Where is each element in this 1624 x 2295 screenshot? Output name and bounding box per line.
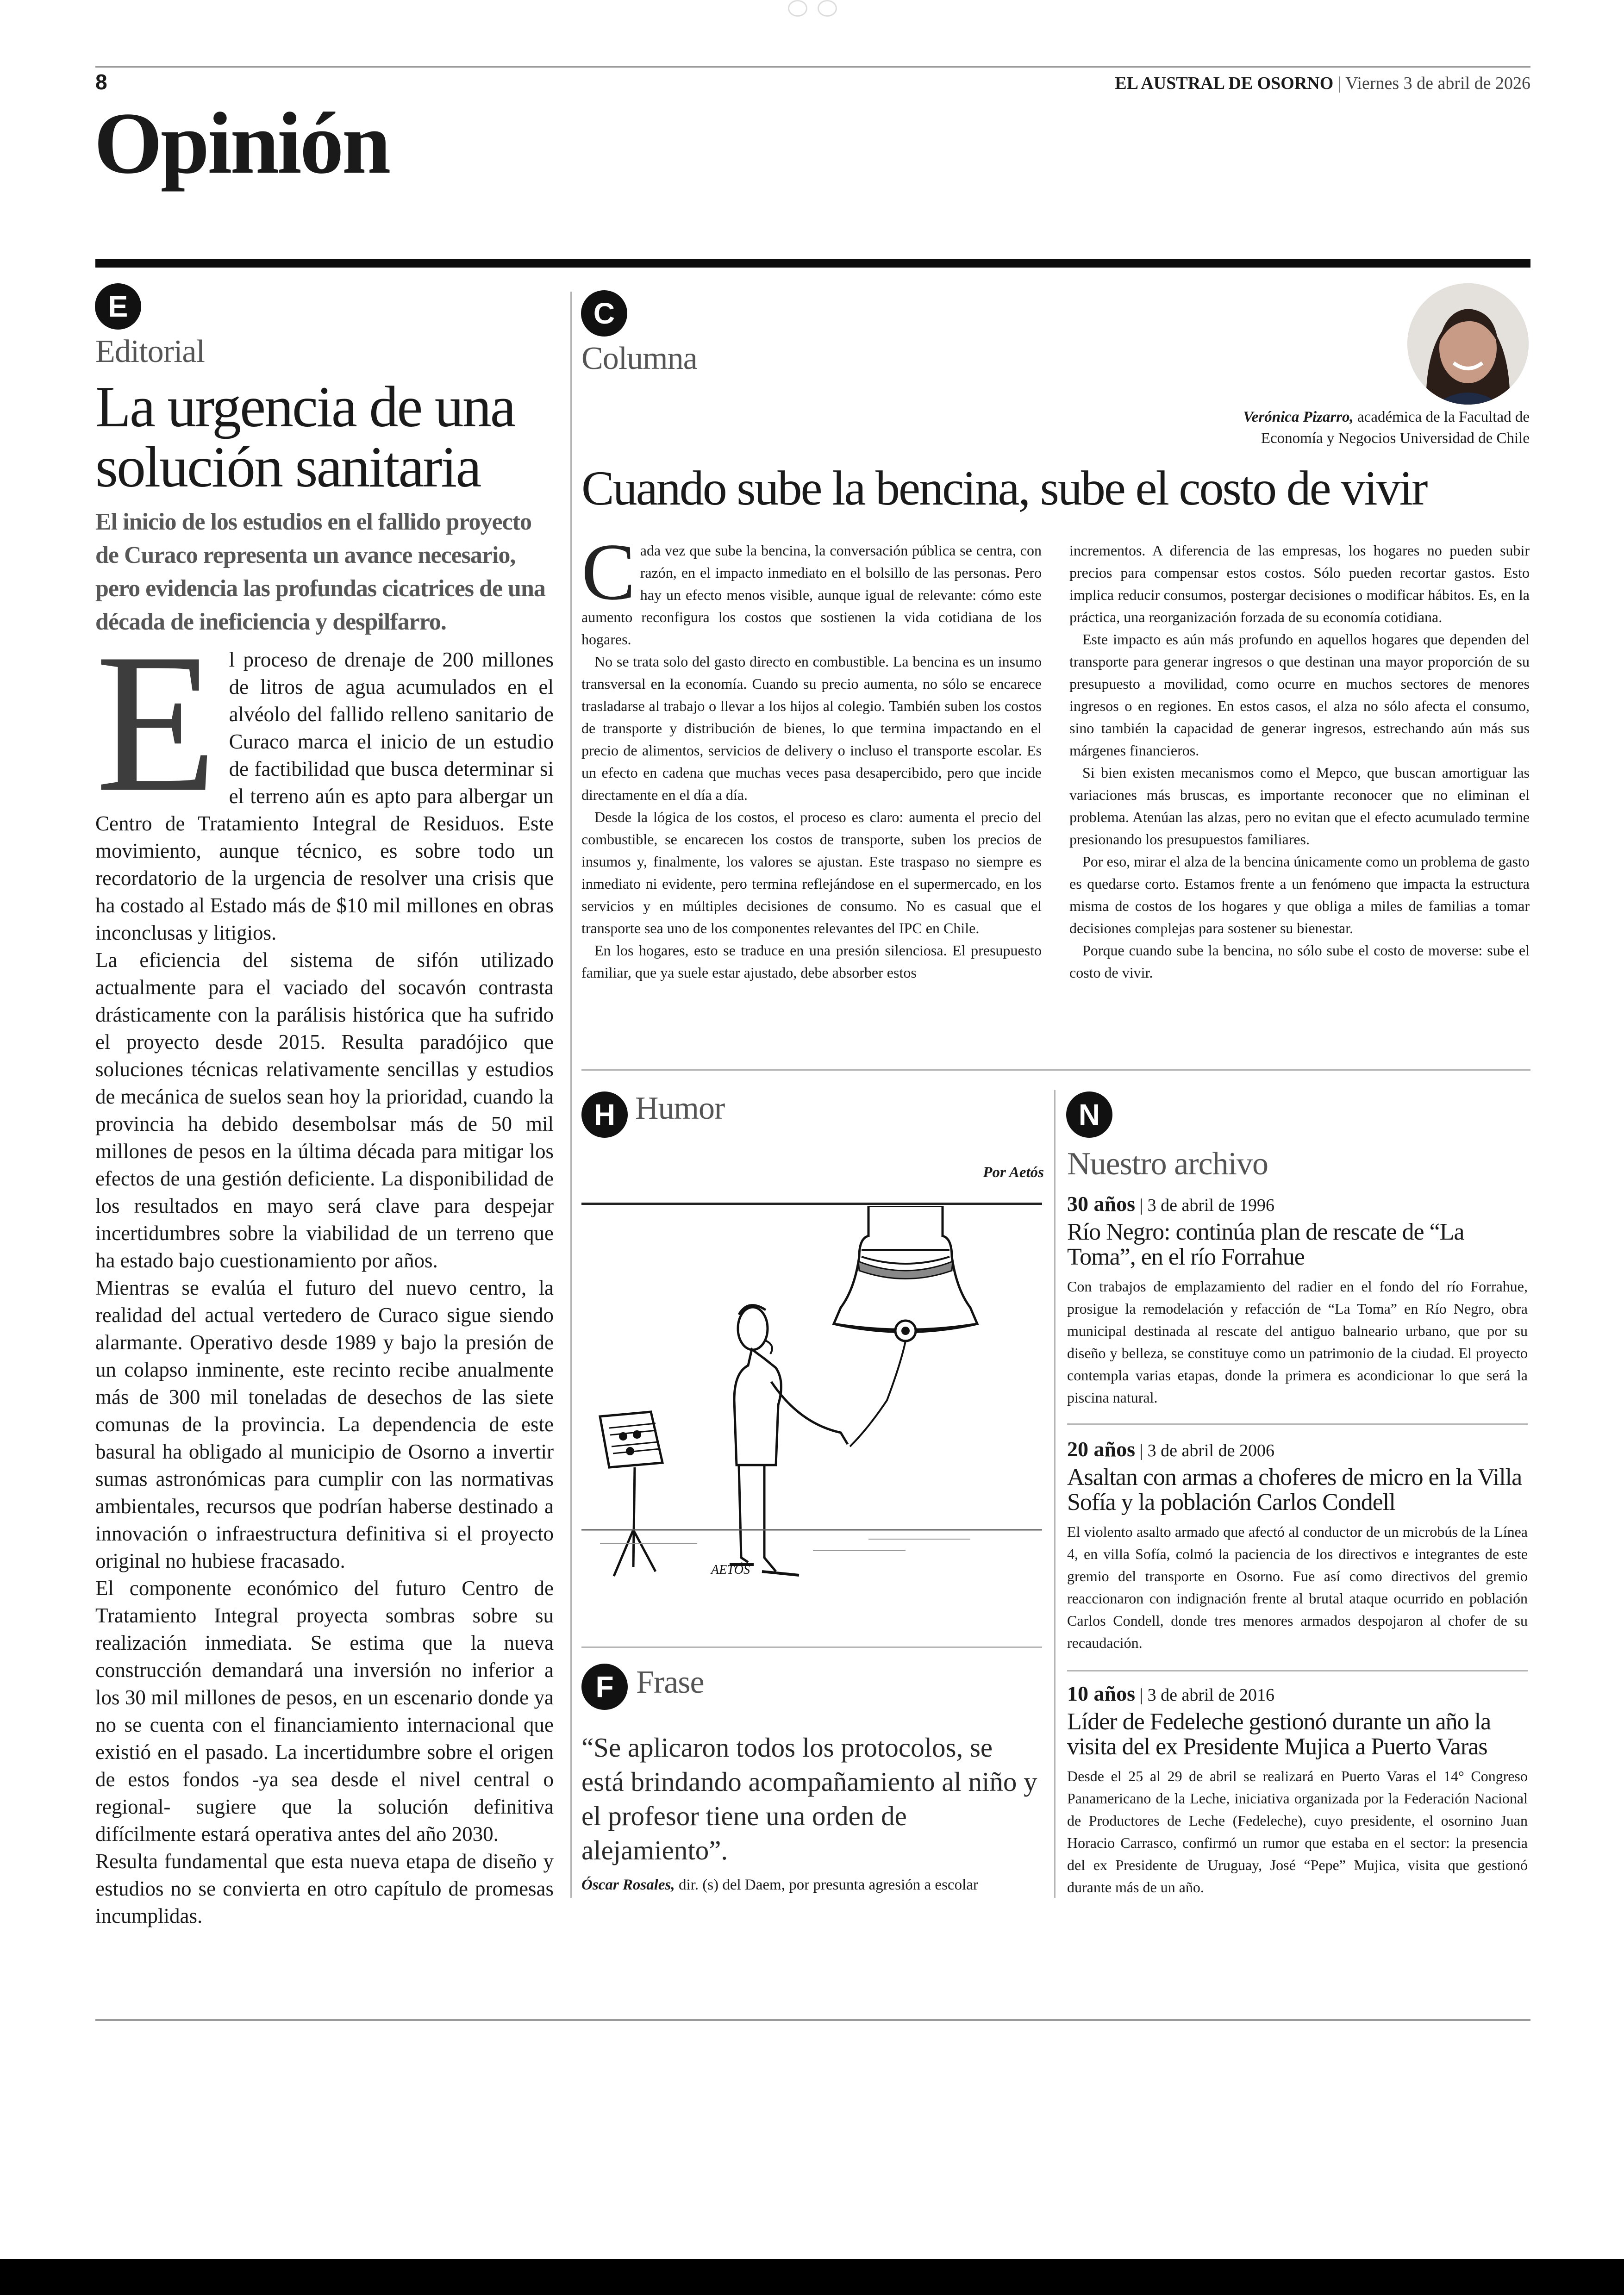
humor-badge: H xyxy=(581,1091,628,1138)
archive-years: 20 años xyxy=(1067,1437,1135,1461)
column-label: Columna xyxy=(581,341,697,376)
column-paragraph: En los hogares, esto se traduce en una presión silenciosa. El presupuesto familiar, que ya suele estar ajustado, debe absorber estos xyxy=(581,942,1042,981)
column-paragraph: Porque cuando sube la bencina, no sólo sube el costo de moverse: sube el costo de vivir. xyxy=(1069,942,1530,981)
archive-item-title: Río Negro: continúa plan de rescate de “La Toma”, en el río Forrahue xyxy=(1067,1219,1464,1270)
archive-item-title: Asaltan con armas a choferes de micro en la Villa Sofía y la población Carlos Condell xyxy=(1067,1464,1522,1515)
archive-divider xyxy=(1067,1423,1528,1425)
archive-item-header: 30 años | 3 de abril de 1996 xyxy=(1067,1192,1274,1216)
archive-item-text: El violento asalto armado que afectó al conductor de un microbús de la Línea 4, en villa Sofía, colmó la paciencia de los directivos e integrantes de este gremio del transporte en Osorno. Fue así como directivos del gremio reaccionaron con indignación frente al brutal ataque ocurrido en población Carlos Condell, donde tres menores armados despojaron al chofer de su recaudación. xyxy=(1067,1523,1528,1651)
editorial-paragraph: Mientras se evalúa el futuro del nuevo centro, la realidad del actual vertedero de Curaco sigue siendo alarmante. Operativo desde 1989 y bajo la presión de un colapso inminente, este recinto recibe anualmente más de 300 mil toneladas de desechos de las siete comunas de la provincia. La dependencia de este basural ha obligado al municipio de Osorno a invertir sumas astronómicas para cumplir con las normativas ambientales, recursos que podrían haberse destinado a innovación o infraestructura definitiva si el proyecto original no hubiese fracasado. xyxy=(95,1276,554,1572)
column-divider xyxy=(570,292,572,1898)
archive-item-title: Líder de Fedeleche gestionó durante un año la visita del ex Presidente Mujica a Puerto Varas xyxy=(1067,1709,1491,1760)
archive-item-header: 20 años | 3 de abril de 2006 xyxy=(1067,1437,1274,1461)
archive-divider xyxy=(1067,1670,1528,1671)
editorial-paragraph: Resulta fundamental que esta nueva etapa de diseño y estudios no se convierta en otro capítulo de promesas incumplidas. xyxy=(95,1850,554,1927)
humor-credit: Por Aetós xyxy=(983,1164,1044,1181)
editorial-badge: E xyxy=(95,283,141,330)
frase-label: Frase xyxy=(636,1665,704,1700)
author-credit xyxy=(1178,406,1530,449)
bottom-bar xyxy=(0,2259,1624,2295)
frase-role: dir. (s) del Daem, por presunta agresión a escolar xyxy=(678,1877,978,1893)
archive-date: 3 de abril de 1996 xyxy=(1147,1196,1274,1215)
archive-label: Nuestro archivo xyxy=(1067,1146,1268,1182)
archive-date: 3 de abril de 2016 xyxy=(1147,1685,1274,1705)
editorial-paragraph: La eficiencia del sistema de sifón utilizado actualmente para el vaciado del socavón contrasta drásticamente con la parálisis histórica que ha sufrido el proyecto desde 2015. Resulta paradójico que soluciones técnicas relativamente sencillas y estudios de mecánica de suelos sean hoy la prioridad, cuando la provincia ha debido desembolsar más de 50 mil millones de pesos en la última década para mitigar los efectos de una gestión deficiente. La disponibilidad de los resultados en mayo será clave para despejar incertidumbres sobre la viabilidad de un terreno que ha estado bajo cuestionamiento por años. xyxy=(95,948,554,1272)
column-paragraph: Este impacto es aún más profundo en aquellos hogares que dependen del transporte para generar ingresos o que destinan una mayor proporción de su presupuesto a movilidad, como ocurre en muchos sectores de menores ingresos o en regiones. En estos casos, el alza no sólo afecta el consumo, sino también la capacidad de generar ingresos, estrechando aún más sus márgenes financieros. xyxy=(1069,631,1530,759)
author-name: Verónica Pizarro, xyxy=(1243,409,1354,425)
frase-badge: F xyxy=(581,1664,628,1710)
archive-item-header: 10 años | 3 de abril de 2016 xyxy=(1067,1682,1274,1705)
frase-author: Óscar Rosales, xyxy=(581,1877,675,1893)
column-badge: C xyxy=(581,290,627,337)
column-paragraph: incrementos. A diferencia de las empresas, los hogares no pueden subir precios para compensar estos costos. Sólo pueden recortar gastos. Esto implica reducir consumos, postergar decisiones o modificar hábitos. Es, en la práctica, una reorganización forzada de su economía cotidiana. xyxy=(1069,542,1530,625)
column-paragraph: ada vez que sube la bencina, la conversación pública se centra, con razón, en el impacto inmediato en el bolsillo de las personas. Pero hay un efecto menos visible, aunque igual de relevante: cómo este aumento reconfigura los costos que sostienen la vida cotidiana de los hogares. xyxy=(581,542,1042,648)
editorial-paragraph: El componente económico del futuro Centro de Tratamiento Integral proyecta sombras sobre su realización inmediata. Se estima que la nueva construcción demandará una inversión no inferior a los 30 mil millones de pesos, en un escenario donde ya no se cuenta con el financiamiento internacional que existió en el pasado. La incertidumbre sobre el origen de estos fondos -ya sea desde el nivel central o regional- sugiere que la solución definitiva difícilmente estará operativa antes del año 2030. xyxy=(95,1577,554,1846)
archive-years: 10 años xyxy=(1067,1682,1135,1705)
archive-item xyxy=(1067,1437,1528,1654)
footer-rule xyxy=(95,2019,1530,2021)
frase-attribution xyxy=(581,1877,1044,1894)
author-avatar xyxy=(1407,283,1529,405)
cartoon-signature: AETÓS xyxy=(711,1563,750,1577)
editorial-paragraph: l proceso de drenaje de 200 millones de litros de agua acumulados en el alvéolo del fallido relleno sanitario de Curaco marca el inicio de un estudio de factibilidad que busca determinar si el terreno aún es apto para albergar un Centro de Tratamiento Integral de Residuos. Este movimiento, aunque técnico, es sobre todo un recordatorio de la urgencia de resolver una crisis que ha costado al Estado más de $10 mil millones en obras inconclusas y litigios. xyxy=(95,648,554,944)
page-number: 8 xyxy=(95,70,107,94)
archive-item-text: Desde el 25 al 29 de abril se realizará en Puerto Varas el 14° Congreso Panamericano de la Leche, iniciativa organizada por la Federación Nacional de Productores de Leche (Fedeleche), cuyo presidente, el osornino Juan Horacio Carrasco, confirmó un rumor que estaba en el sector: la presencia del ex Presidente de Uruguay, José “Pepe” Mujica, visita que gestionó durante más de un año. xyxy=(1067,1768,1528,1896)
newspaper-name: EL AUSTRAL DE OSORNO xyxy=(1115,74,1334,93)
frase-quote: “Se aplicaron todos los protocolos, se está brindando acompañamiento al niño y el profesor tiene una orden de alejamiento”. xyxy=(581,1732,1037,1865)
masthead-date xyxy=(1115,73,1530,94)
column-paragraph: Desde la lógica de los costos, el proceso es claro: aumenta el precio del combustible, se encarecen los costos de transporte, suben los precios de insumos y, finalmente, los valores se ajustan. Este traspaso no siempre es inmediato ni evidente, pero termina reflejándose en el supermercado, en los servicios y en múltiples decisiones de consumo. No es casual que el transporte sea uno de los componentes relevantes del IPC en Chile. xyxy=(581,809,1042,936)
column-title: Cuando sube la bencina, sube el costo de vivir xyxy=(581,461,1427,515)
top-ornament xyxy=(782,0,843,16)
archive-badge: N xyxy=(1066,1091,1112,1138)
archive-item-text: Con trabajos de emplazamiento del radier en el fondo del río Forrahue, prosigue la remodelación y refacción de “La Toma” en Río Negro, obra municipal destinada al rescate del antiguo balneario urbano, que por su diseño y belleza, se constituye como un patrimonio de la ciudad. El proyecto contempla varias etapas, donde la primera es acondicionar lo que será la piscina natural. xyxy=(1067,1278,1528,1406)
editorial-deck: El inicio de los estudios en el fallido proyecto de Curaco representa un avance necesario, pero evidencia las profundas cicatrices de una década de ineficiencia y despilfarro. xyxy=(95,509,545,635)
archive-item xyxy=(1067,1191,1528,1409)
issue-date: Viernes 3 de abril de 2026 xyxy=(1345,74,1530,93)
cartoon-top-rule xyxy=(581,1203,1042,1205)
column-text-left xyxy=(581,527,1042,984)
column-paragraph: Si bien existen mecanismos como el Mepco, que buscan amortiguar las variaciones más bruscas, es importante reconocer que no eliminan el problema. Atenúan las alzas, pero no evitan que el efecto acumulado termine presionando los presupuestos familiares. xyxy=(1069,764,1530,848)
column-drop-cap: C xyxy=(581,527,636,617)
archive-item xyxy=(1067,1681,1528,1898)
column-text-right xyxy=(1069,539,1530,984)
editorial-title: La urgencia de una solución sanitaria xyxy=(95,375,515,499)
author-role: académica de la Facultad de Economía y Negocios Universidad de Chile xyxy=(1261,409,1530,447)
editorial-label: Editorial xyxy=(95,334,205,369)
editorial-body xyxy=(95,613,554,1930)
section-title: Opinión xyxy=(94,95,389,192)
archive-years: 30 años xyxy=(1067,1192,1135,1216)
cartoon-illustration xyxy=(581,1206,1042,1622)
humor-label: Humor xyxy=(635,1091,725,1126)
editorial-drop-cap: E xyxy=(95,613,217,833)
column-paragraph: No se trata solo del gasto directo en combustible. La bencina es un insumo transversal en la economía. Cuando su precio aumenta, no sólo se encarece trasladarse al trabajo o llevar a los hijos al colegio. También suben los costos de transporte y distribución de bienes, lo que termina impactando en el precio de alimentos, servicios de delivery o incluso el transporte escolar. Es un efecto en cadena que muchas veces pasa desapercibido, pero que incide directamente en el día a día. xyxy=(581,653,1042,803)
column-paragraph: Por eso, mirar el alza de la bencina únicamente como un problema de gasto es quedarse corto. Estamos frente a un fenómeno que impacta la estructura misma de costos de los hogares y que obliga a miles de familias a tomar decisiones complejas para sostener su bienestar. xyxy=(1069,853,1530,936)
separator: | xyxy=(1337,74,1346,93)
section-thick-rule xyxy=(95,259,1530,268)
header-rule xyxy=(95,66,1530,68)
column-bottom-rule xyxy=(581,1069,1530,1071)
humor-bottom-rule xyxy=(581,1646,1042,1648)
archive-date: 3 de abril de 2006 xyxy=(1147,1441,1274,1460)
column-divider xyxy=(1054,1090,1056,1898)
